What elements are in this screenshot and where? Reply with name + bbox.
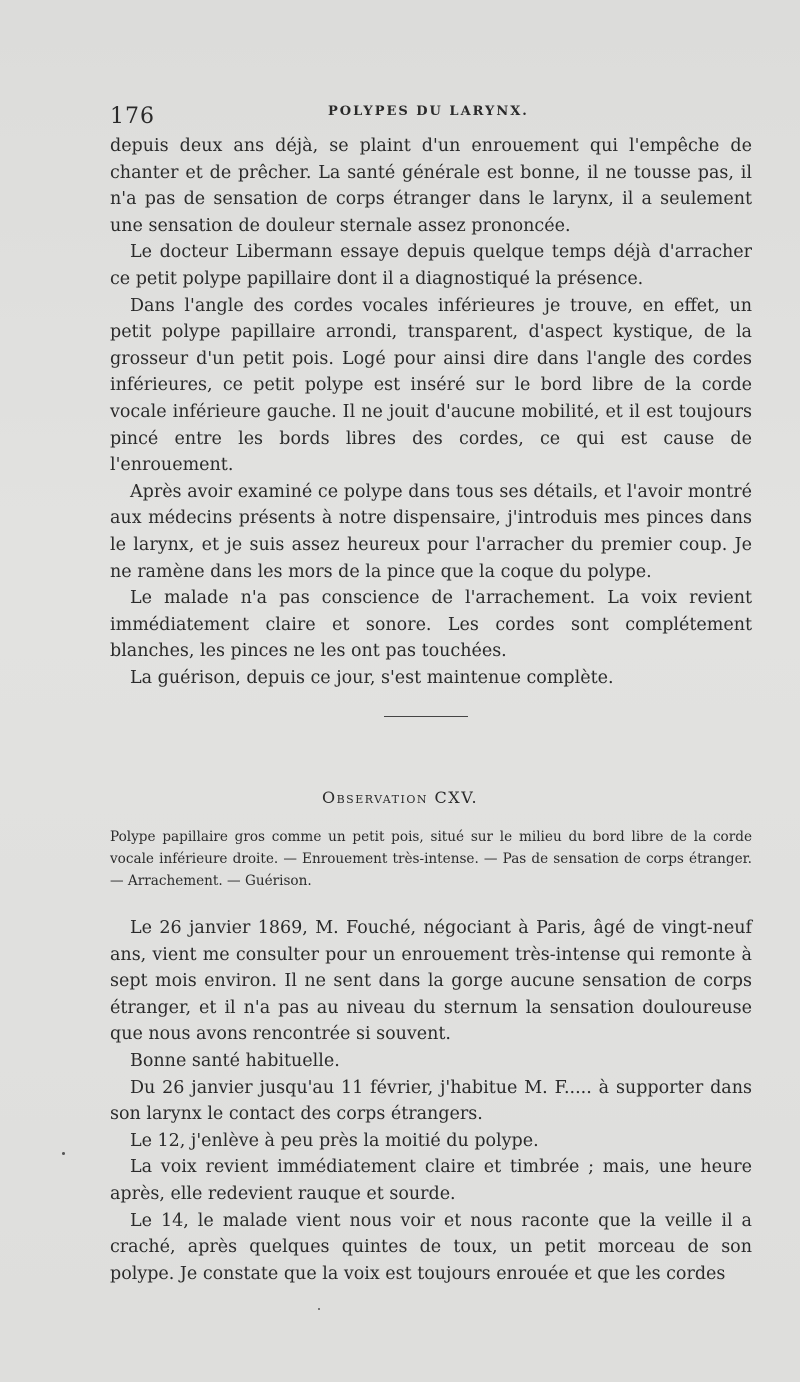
- paper-speck: [62, 1152, 65, 1155]
- observation-title: Observation CXV.: [321, 788, 479, 807]
- paragraph: Bonne santé habituelle.: [130, 1050, 340, 1071]
- paragraph: Après avoir examiné ce polype dans tous ses détails, et l'avoir montré aux médecins présents à notre dispensaire, j'introduis mes pinces dans le larynx, et je suis assez heureux pour l'arracher du premier coup. Je ne ramène dans les mors de la pince que la coque du polype.: [110, 481, 752, 582]
- paragraph: Le 14, le malade vient nous voir et nous raconte que la veille il a craché, après quelques quintes de toux, un petit morceau de son polype. Je constate que la voix est toujours enrouée et que les cordes: [110, 1210, 752, 1284]
- page-number: 176: [110, 104, 155, 129]
- paragraph: Le malade n'a pas conscience de l'arrachement. La voix revient immédiatement claire et sonore. Les cordes sont complétement blanches, les pinces ne les ont pas touchées.: [110, 588, 752, 662]
- paragraph: La voix revient immédiatement claire et timbrée ; mais, une heure après, elle redevient rauque et sourde.: [110, 1157, 752, 1204]
- paragraph: Le docteur Libermann essaye depuis quelque temps déjà d'arracher ce petit polype papillaire dont il a diagnostiqué la présence.: [110, 242, 752, 289]
- case-continuation: [110, 133, 752, 691]
- paragraph: Du 26 janvier jusqu'au 11 février, j'habitue M. F..... à supporter dans son larynx le contact des corps étrangers.: [110, 1077, 752, 1125]
- section-divider: [384, 716, 468, 717]
- paragraph: Le 26 janvier 1869, M. Fouché, négociant à Paris, âgé de vingt-neuf ans, vient me consulter pour un enrouement très-intense qui remonte à sept mois environ. Il ne sent dans la gorge aucune sensation de corps étranger, et il n'a pas au niveau du sternum la sensation douloureuse que nous avons rencontrée si souvent.: [110, 918, 752, 1045]
- paragraph: Le 12, j'enlève à peu près la moitié du polype.: [130, 1130, 539, 1151]
- observation-body: [110, 915, 752, 1287]
- paragraph: La guérison, depuis ce jour, s'est maintenue complète.: [130, 667, 614, 688]
- paragraph: depuis deux ans déjà, se plaint d'un enrouement qui l'empêche de chanter et de prêcher. La santé générale est bonne, il ne tousse pas, il n'a pas de sensation de corps étranger dans le larynx, il a seulement une sensation de douleur sternale assez prononcée.: [110, 136, 752, 236]
- paragraph: Dans l'angle des cordes vocales inférieures je trouve, en effet, un petit polype papillaire arrondi, transparent, d'aspect kystique, de la grosseur d'un petit pois. Logé pour ainsi dire dans l'angle des cordes inférieures, ce petit polype est inséré sur le bord libre de la corde vocale inférieure gauche. Il ne jouit d'aucune mobilité, et il est toujours pincé entre les bords libres des cordes, ce qui est cause de l'enrouement.: [110, 295, 752, 476]
- paper-speck: [318, 1308, 320, 1310]
- observation-summary: Polype papillaire gros comme un petit pois, situé sur le milieu du bord libre de la corde vocale inférieure droite. — Enrouement très-intense. — Pas de sensation de corps étranger. — Arrachement. — Guérison.: [110, 829, 752, 889]
- page-header: [110, 98, 750, 128]
- running-title: POLYPES DU LARYNX.: [328, 104, 529, 119]
